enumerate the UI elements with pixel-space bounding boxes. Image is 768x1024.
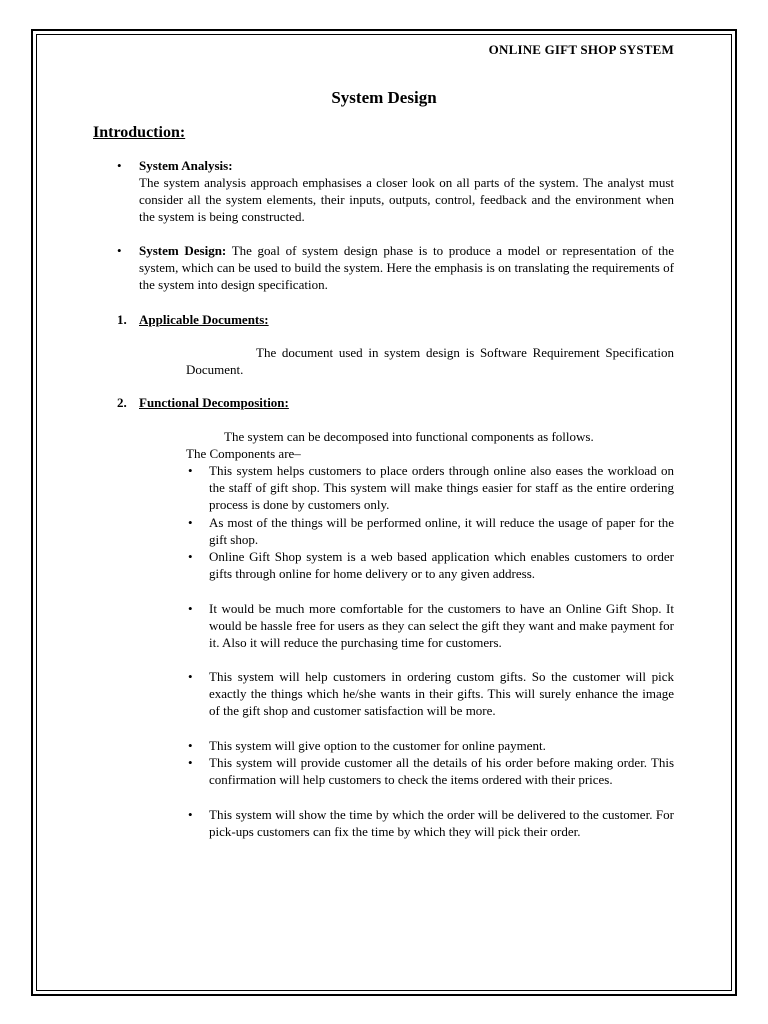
list-item: This system will show the time by which the order will be delivered to the customer. For pick-ups customers can fix the time by which they will pick their order. <box>209 807 674 839</box>
bullet-label: System Analysis: <box>139 158 233 173</box>
list-item: This system will give option to the customer for online payment. <box>209 738 546 753</box>
list-item: It would be much more comfortable for the customers to have an Online Gift Shop. It would be hassle free for users as they can select the gift they want and make payment for it. Also it will reduce the purchasing time for customers. <box>209 601 674 650</box>
bullet-icon: • <box>188 463 193 478</box>
bullet-icon: • <box>117 243 122 258</box>
introduction-heading: Introduction: <box>93 124 186 141</box>
bullet-icon: • <box>188 738 193 753</box>
section-paragraph: The document used in system design is Software Requirement Specification Document. <box>186 345 674 377</box>
bullet-icon: • <box>188 549 193 564</box>
bullet-icon: • <box>188 807 193 822</box>
intro-bullet-system-analysis <box>139 157 674 225</box>
section-heading-applicable-documents: Applicable Documents: <box>139 312 269 327</box>
list-item: This system will provide customer all the details of his order before making order. This confirmation will help customers to check the items ordered with their prices. <box>209 755 674 787</box>
bullet-icon: • <box>188 601 193 616</box>
list-item: This system helps customers to place orders through online also eases the workload on the staff of gift shop. This system will make things easier for staff as the entire ordering process is done by customers only. <box>209 463 674 512</box>
bullet-icon: • <box>188 755 193 770</box>
components-label: The Components are– <box>186 446 301 461</box>
bullet-icon: • <box>117 158 122 173</box>
section-number: 2. <box>117 395 127 410</box>
section-heading-functional-decomposition: Functional Decomposition: <box>139 395 289 410</box>
section-number: 1. <box>117 312 127 327</box>
list-item: Online Gift Shop system is a web based application which enables customers to order gifts through online for home delivery or to any given address. <box>209 549 674 581</box>
page-title: System Design <box>331 88 437 107</box>
bullet-icon: • <box>188 515 193 530</box>
list-item: This system will help customers in ordering custom gifts. So the customer will pick exactly the things which he/she wants in their gifts. This will surely enhance the image of the gift shop and customer satisfaction will be more. <box>209 669 674 718</box>
bullet-text: The goal of system design phase is to produce a model or representation of the system, which can be used to build the system. Here the emphasis is on translating the requirements of the system into design specification. <box>139 243 674 292</box>
bullet-label: System Design: <box>139 243 227 258</box>
list-item: As most of the things will be performed online, it will reduce the usage of paper for the gift shop. <box>209 515 674 547</box>
bullet-text: The system analysis approach emphasises a closer look on all parts of the system. The analyst must consider all the system elements, their inputs, outputs, control, feedback and the environment when the system is being constructed. <box>139 175 674 224</box>
section-intro-line: The system can be decomposed into functional components as follows. <box>224 429 594 444</box>
bullet-icon: • <box>188 669 193 684</box>
document-header: ONLINE GIFT SHOP SYSTEM <box>488 42 674 57</box>
intro-bullet-system-design <box>139 242 674 293</box>
